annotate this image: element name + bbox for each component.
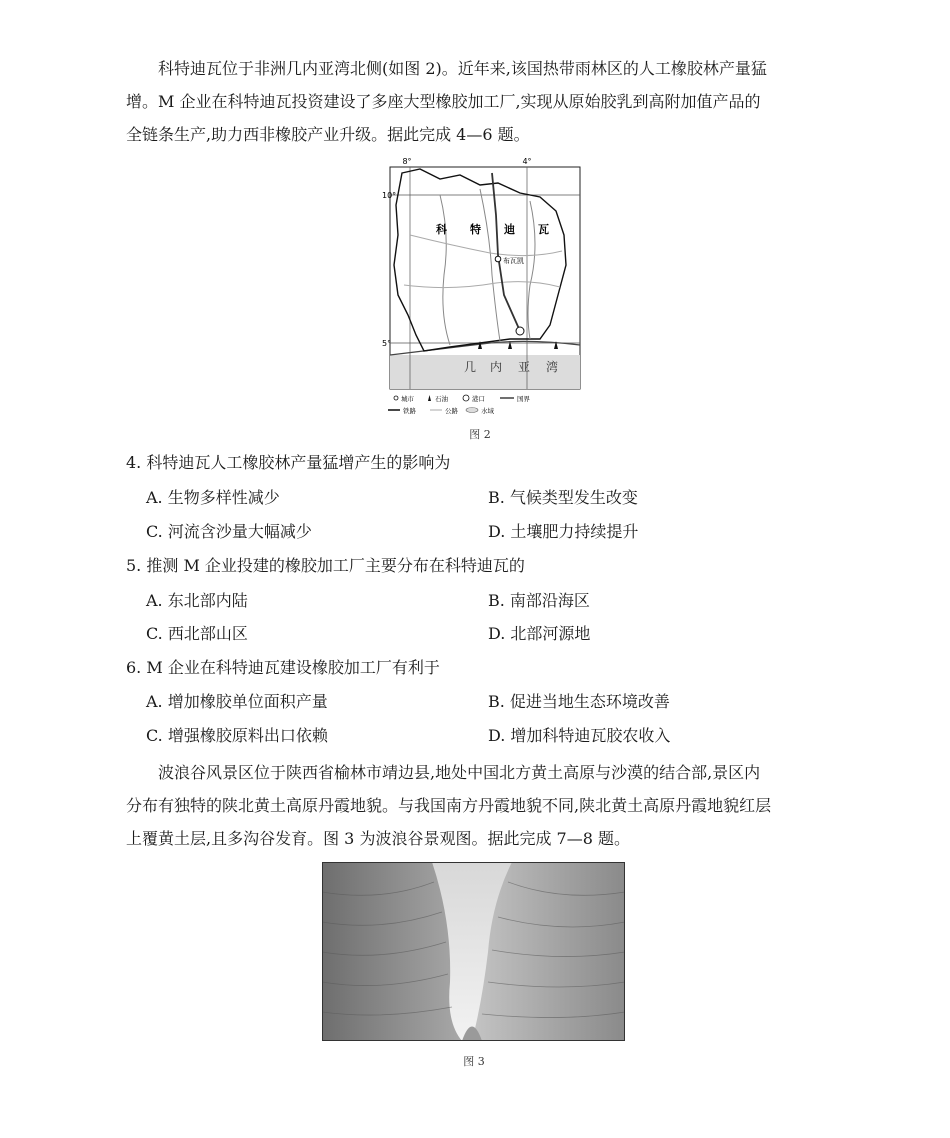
- legend-port-symbol: [463, 395, 469, 401]
- country-char-4: 瓦: [538, 223, 549, 236]
- lon-label-4: 4°: [522, 157, 532, 166]
- q4-option-d: D. 土壤肥力持续提升: [488, 522, 639, 541]
- canyon-photo: [322, 862, 625, 1041]
- country-char-1: 科: [436, 223, 447, 236]
- lat-label-10: 10°: [382, 191, 397, 200]
- canyon-photo-image: [322, 862, 625, 1041]
- photo-caption: 图 3: [463, 1055, 485, 1068]
- legend-oil: 石油: [435, 395, 448, 403]
- map-figure: [380, 155, 582, 417]
- legend-oil-symbol: [428, 395, 431, 401]
- legend-water-symbol: [466, 408, 478, 413]
- sea-char-4: 湾: [546, 360, 559, 374]
- sea-char-3: 亚: [518, 360, 531, 374]
- intro2-line-3: 上覆黄土层,且多沟谷发育。图 3 为波浪谷景观图。据此完成 7—8 题。: [126, 829, 630, 848]
- q6-option-b: B. 促进当地生态环境改善: [488, 692, 670, 711]
- q5-option-b: B. 南部沿海区: [488, 591, 590, 610]
- cote-divoire-map: [380, 155, 582, 417]
- legend-city: 城市: [401, 395, 414, 403]
- legend-railway: 铁路: [403, 407, 416, 415]
- q6-option-d: D. 增加科特迪瓦胶农收入: [488, 726, 671, 745]
- q6-option-a: A. 增加橡胶单位面积产量: [146, 692, 328, 711]
- legend-border: 国界: [517, 395, 530, 403]
- q4-option-a: A. 生物多样性减少: [146, 488, 280, 507]
- city-label: 布瓦凯: [503, 257, 524, 265]
- lon-label-8: 8°: [402, 157, 412, 166]
- q5-stem: 5. 推测 M 企业投建的橡胶加工厂主要分布在科特迪瓦的: [126, 556, 525, 575]
- q5-option-d: D. 北部河源地: [488, 624, 591, 643]
- legend-water: 水域: [481, 407, 494, 415]
- intro1-line-1: 科特迪瓦位于非洲几内亚湾北侧(如图 2)。近年来,该国热带雨林区的人工橡胶林产量猛: [158, 59, 767, 78]
- q6-option-c: C. 增强橡胶原料出口依赖: [146, 726, 328, 745]
- port-marker: [516, 327, 524, 335]
- q5-option-a: A. 东北部内陆: [146, 591, 248, 610]
- country-char-2: 特: [470, 223, 481, 236]
- intro2-line-2: 分布有独特的陕北黄土高原丹霞地貌。与我国南方丹霞地貌不同,陕北黄土高原丹霞地貌红层: [126, 796, 772, 815]
- intro1-line-2: 增。M 企业在科特迪瓦投资建设了多座大型橡胶加工厂,实现从原始胶乳到高附加值产品的: [126, 92, 761, 111]
- intro-paragraph-1: [126, 52, 846, 151]
- intro-paragraph-2: [126, 756, 846, 855]
- sea-char-1: 几: [464, 360, 477, 374]
- country-char-3: 迪: [504, 223, 515, 236]
- q4-option-c: C. 河流含沙量大幅减少: [146, 522, 312, 541]
- map-caption: 图 2: [469, 428, 491, 441]
- q6-stem: 6. M 企业在科特迪瓦建设橡胶加工厂有利于: [126, 658, 440, 677]
- lat-label-5: 5°: [382, 339, 392, 348]
- q4-option-b: B. 气候类型发生改变: [488, 488, 638, 507]
- q4-stem: 4. 科特迪瓦人工橡胶林产量猛增产生的影响为: [126, 453, 451, 472]
- intro2-line-1: 波浪谷风景区位于陕西省榆林市靖边县,地处中国北方黄土高原与沙漠的结合部,景区内: [158, 763, 761, 782]
- sea-char-2: 内: [490, 360, 503, 374]
- intro1-line-3: 全链条生产,助力西非橡胶产业升级。据此完成 4—6 题。: [126, 125, 530, 144]
- legend-city-symbol: [394, 396, 398, 400]
- q5-option-c: C. 西北部山区: [146, 624, 248, 643]
- legend-port: 港口: [472, 395, 485, 403]
- city-marker: [495, 256, 501, 262]
- legend-road: 公路: [445, 407, 458, 415]
